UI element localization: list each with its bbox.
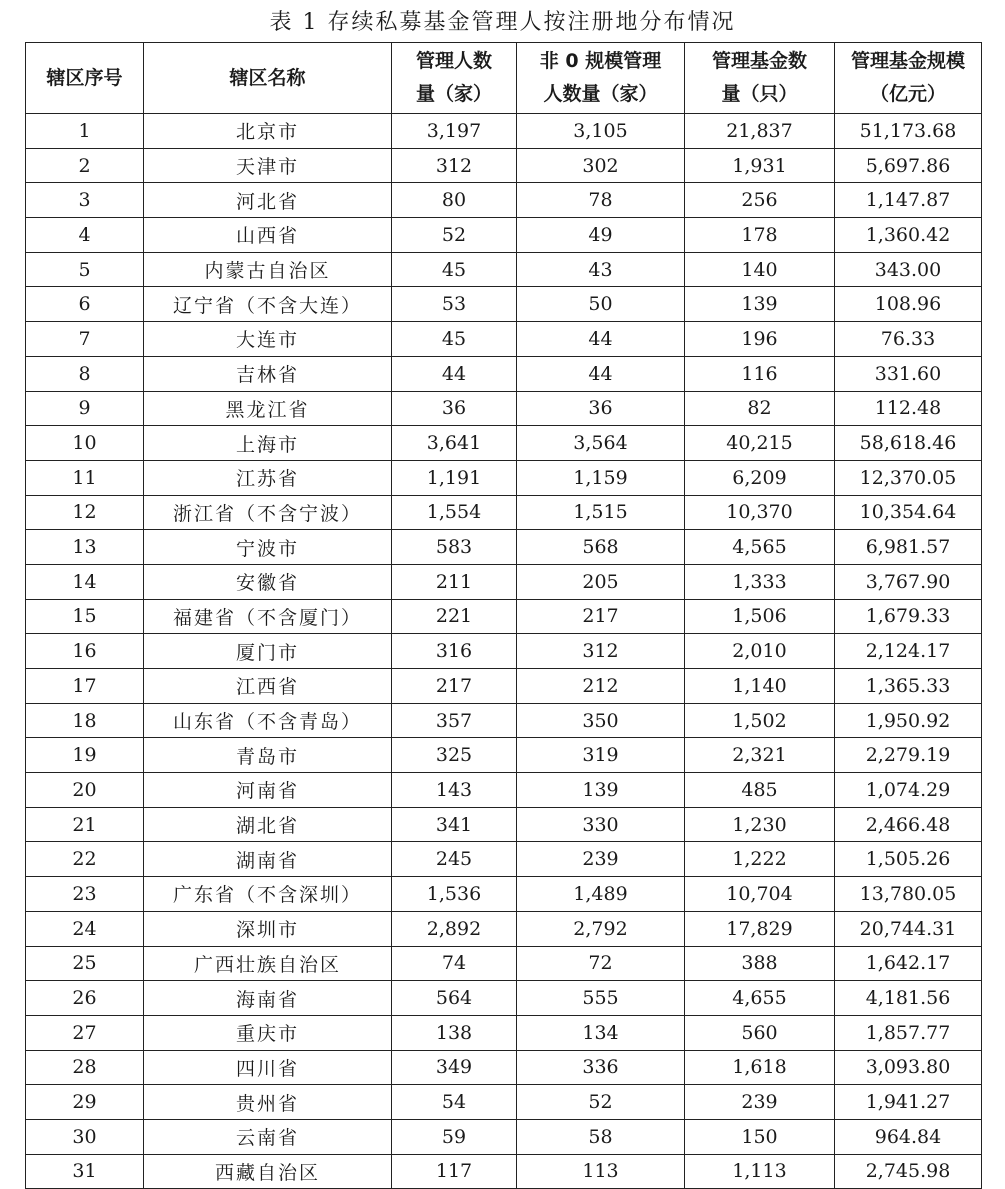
table-row [26, 495, 982, 530]
cell-region-number: 1 [26, 114, 144, 149]
cell-fund-count: 40,215 [685, 426, 835, 461]
cell-manager-count: 80 [392, 183, 517, 218]
cell-manager-count: 54 [392, 1085, 517, 1120]
cell-manager-count: 3,197 [392, 114, 517, 149]
cell-region-name: 广西壮族自治区 [144, 946, 392, 981]
cell-region-number: 21 [26, 807, 144, 842]
cell-nonzero-manager-count: 44 [517, 322, 685, 357]
cell-region-name: 吉林省 [144, 356, 392, 391]
cell-nonzero-manager-count: 113 [517, 1154, 685, 1189]
table-header-row [26, 43, 982, 114]
cell-fund-scale: 3,767.90 [835, 564, 982, 599]
header-line: （亿元） [869, 83, 946, 105]
table-row [26, 669, 982, 704]
cell-region-name: 安徽省 [144, 564, 392, 599]
cell-region-number: 29 [26, 1085, 144, 1120]
cell-manager-count: 312 [392, 148, 517, 183]
table-row [26, 564, 982, 599]
cell-region-name: 江苏省 [144, 460, 392, 495]
cell-manager-count: 74 [392, 946, 517, 981]
header-region-number [26, 43, 144, 114]
cell-region-number: 12 [26, 495, 144, 530]
cell-region-name: 深圳市 [144, 911, 392, 946]
table-row [26, 703, 982, 738]
cell-fund-count: 1,506 [685, 599, 835, 634]
cell-fund-count: 10,370 [685, 495, 835, 530]
cell-nonzero-manager-count: 555 [517, 981, 685, 1016]
cell-manager-count: 564 [392, 981, 517, 1016]
cell-manager-count: 1,536 [392, 877, 517, 912]
cell-fund-count: 1,618 [685, 1050, 835, 1085]
cell-manager-count: 341 [392, 807, 517, 842]
header-line: 辖区名称 [229, 66, 306, 89]
cell-nonzero-manager-count: 212 [517, 669, 685, 704]
cell-manager-count: 36 [392, 391, 517, 426]
cell-fund-count: 4,655 [685, 981, 835, 1016]
cell-region-name: 大连市 [144, 322, 392, 357]
cell-region-number: 26 [26, 981, 144, 1016]
cell-manager-count: 211 [392, 564, 517, 599]
cell-fund-scale: 1,365.33 [835, 669, 982, 704]
cell-region-name: 天津市 [144, 148, 392, 183]
table-row [26, 148, 982, 183]
cell-nonzero-manager-count: 49 [517, 218, 685, 253]
header-line: 量（家） [415, 83, 492, 105]
cell-fund-scale: 4,181.56 [835, 981, 982, 1016]
table-row [26, 1119, 982, 1154]
header-manager-count [392, 43, 517, 114]
cell-fund-count: 1,222 [685, 842, 835, 877]
cell-region-name: 福建省（不含厦门） [144, 599, 392, 634]
cell-fund-scale: 964.84 [835, 1119, 982, 1154]
cell-fund-count: 140 [685, 252, 835, 287]
cell-region-name: 厦门市 [144, 634, 392, 669]
cell-fund-scale: 1,505.26 [835, 842, 982, 877]
cell-region-name: 上海市 [144, 426, 392, 461]
cell-fund-count: 82 [685, 391, 835, 426]
cell-fund-count: 560 [685, 1015, 835, 1050]
table-row [26, 946, 982, 981]
table-row [26, 1015, 982, 1050]
cell-fund-scale: 1,941.27 [835, 1085, 982, 1120]
cell-region-name: 浙江省（不含宁波） [144, 495, 392, 530]
cell-region-number: 2 [26, 148, 144, 183]
cell-nonzero-manager-count: 78 [517, 183, 685, 218]
cell-region-name: 山东省（不含青岛） [144, 703, 392, 738]
cell-region-name: 辽宁省（不含大连） [144, 287, 392, 322]
cell-nonzero-manager-count: 52 [517, 1085, 685, 1120]
table-row [26, 252, 982, 287]
cell-region-name: 河北省 [144, 183, 392, 218]
cell-region-number: 20 [26, 773, 144, 808]
cell-region-number: 31 [26, 1154, 144, 1189]
distribution-table [25, 42, 982, 1189]
cell-region-number: 8 [26, 356, 144, 391]
table-row [26, 322, 982, 357]
cell-manager-count: 52 [392, 218, 517, 253]
cell-region-name: 江西省 [144, 669, 392, 704]
table-row [26, 426, 982, 461]
cell-region-name: 黑龙江省 [144, 391, 392, 426]
table-row [26, 391, 982, 426]
cell-fund-scale: 6,981.57 [835, 530, 982, 565]
cell-region-number: 15 [26, 599, 144, 634]
cell-region-name: 广东省（不含深圳） [144, 877, 392, 912]
cell-fund-count: 1,333 [685, 564, 835, 599]
cell-region-number: 28 [26, 1050, 144, 1085]
cell-fund-scale: 5,697.86 [835, 148, 982, 183]
table-row [26, 807, 982, 842]
header-line: 辖区序号 [46, 66, 123, 89]
header-fund-scale [835, 43, 982, 114]
table-row [26, 877, 982, 912]
cell-fund-count: 388 [685, 946, 835, 981]
cell-fund-count: 256 [685, 183, 835, 218]
cell-fund-scale: 343.00 [835, 252, 982, 287]
cell-fund-count: 17,829 [685, 911, 835, 946]
cell-nonzero-manager-count: 312 [517, 634, 685, 669]
cell-manager-count: 245 [392, 842, 517, 877]
cell-fund-scale: 51,173.68 [835, 114, 982, 149]
cell-region-name: 山西省 [144, 218, 392, 253]
cell-fund-scale: 108.96 [835, 287, 982, 322]
header-line: 非 0 规模管理 [539, 50, 662, 72]
cell-manager-count: 117 [392, 1154, 517, 1189]
table-row [26, 599, 982, 634]
cell-nonzero-manager-count: 330 [517, 807, 685, 842]
cell-manager-count: 325 [392, 738, 517, 773]
cell-fund-scale: 10,354.64 [835, 495, 982, 530]
cell-nonzero-manager-count: 1,515 [517, 495, 685, 530]
cell-manager-count: 217 [392, 669, 517, 704]
cell-region-name: 贵州省 [144, 1085, 392, 1120]
cell-region-number: 7 [26, 322, 144, 357]
cell-region-number: 16 [26, 634, 144, 669]
cell-nonzero-manager-count: 3,564 [517, 426, 685, 461]
cell-region-name: 湖北省 [144, 807, 392, 842]
cell-fund-scale: 2,279.19 [835, 738, 982, 773]
cell-nonzero-manager-count: 58 [517, 1119, 685, 1154]
table-row [26, 981, 982, 1016]
cell-fund-count: 139 [685, 287, 835, 322]
cell-fund-count: 1,113 [685, 1154, 835, 1189]
cell-nonzero-manager-count: 72 [517, 946, 685, 981]
cell-manager-count: 583 [392, 530, 517, 565]
cell-region-number: 25 [26, 946, 144, 981]
cell-nonzero-manager-count: 336 [517, 1050, 685, 1085]
cell-manager-count: 357 [392, 703, 517, 738]
cell-region-number: 24 [26, 911, 144, 946]
cell-manager-count: 221 [392, 599, 517, 634]
cell-manager-count: 143 [392, 773, 517, 808]
header-line: 管理基金数 [711, 50, 807, 72]
table-row [26, 1154, 982, 1189]
cell-region-number: 9 [26, 391, 144, 426]
cell-nonzero-manager-count: 205 [517, 564, 685, 599]
table-row [26, 114, 982, 149]
cell-region-name: 海南省 [144, 981, 392, 1016]
cell-region-number: 19 [26, 738, 144, 773]
cell-region-name: 内蒙古自治区 [144, 252, 392, 287]
cell-manager-count: 59 [392, 1119, 517, 1154]
cell-region-name: 重庆市 [144, 1015, 392, 1050]
cell-fund-count: 1,502 [685, 703, 835, 738]
cell-nonzero-manager-count: 139 [517, 773, 685, 808]
cell-region-number: 17 [26, 669, 144, 704]
cell-nonzero-manager-count: 43 [517, 252, 685, 287]
cell-fund-count: 485 [685, 773, 835, 808]
cell-fund-scale: 13,780.05 [835, 877, 982, 912]
cell-region-number: 27 [26, 1015, 144, 1050]
cell-fund-count: 150 [685, 1119, 835, 1154]
cell-manager-count: 3,641 [392, 426, 517, 461]
header-nonzero-manager-count [517, 43, 685, 114]
cell-manager-count: 2,892 [392, 911, 517, 946]
header-line: 管理基金规模 [850, 50, 965, 72]
cell-nonzero-manager-count: 1,159 [517, 460, 685, 495]
cell-fund-scale: 331.60 [835, 356, 982, 391]
cell-fund-scale: 1,074.29 [835, 773, 982, 808]
cell-nonzero-manager-count: 302 [517, 148, 685, 183]
table-row [26, 842, 982, 877]
cell-region-number: 6 [26, 287, 144, 322]
cell-fund-count: 1,931 [685, 148, 835, 183]
cell-region-name: 青岛市 [144, 738, 392, 773]
cell-region-number: 5 [26, 252, 144, 287]
cell-fund-scale: 1,147.87 [835, 183, 982, 218]
cell-region-name: 河南省 [144, 773, 392, 808]
table-row [26, 530, 982, 565]
cell-nonzero-manager-count: 134 [517, 1015, 685, 1050]
cell-nonzero-manager-count: 568 [517, 530, 685, 565]
table-title: 表 1 存续私募基金管理人按注册地分布情况 [269, 10, 736, 35]
cell-fund-scale: 1,642.17 [835, 946, 982, 981]
cell-fund-count: 2,010 [685, 634, 835, 669]
cell-region-number: 30 [26, 1119, 144, 1154]
header-fund-count [685, 43, 835, 114]
cell-region-number: 18 [26, 703, 144, 738]
cell-fund-count: 1,230 [685, 807, 835, 842]
cell-fund-count: 239 [685, 1085, 835, 1120]
table-row [26, 218, 982, 253]
table-row [26, 287, 982, 322]
table-row [26, 460, 982, 495]
header-region-name [144, 43, 392, 114]
table-row [26, 773, 982, 808]
cell-fund-count: 196 [685, 322, 835, 357]
cell-fund-scale: 1,360.42 [835, 218, 982, 253]
cell-nonzero-manager-count: 50 [517, 287, 685, 322]
cell-fund-scale: 3,093.80 [835, 1050, 982, 1085]
header-line: 量（只） [721, 83, 798, 105]
cell-region-number: 3 [26, 183, 144, 218]
cell-fund-scale: 76.33 [835, 322, 982, 357]
cell-fund-scale: 12,370.05 [835, 460, 982, 495]
cell-nonzero-manager-count: 319 [517, 738, 685, 773]
cell-fund-scale: 1,679.33 [835, 599, 982, 634]
cell-manager-count: 53 [392, 287, 517, 322]
header-line: 人数量（家） [543, 83, 658, 105]
cell-region-name: 云南省 [144, 1119, 392, 1154]
cell-fund-count: 116 [685, 356, 835, 391]
cell-region-number: 10 [26, 426, 144, 461]
cell-manager-count: 349 [392, 1050, 517, 1085]
cell-manager-count: 316 [392, 634, 517, 669]
cell-nonzero-manager-count: 1,489 [517, 877, 685, 912]
cell-fund-scale: 2,466.48 [835, 807, 982, 842]
cell-fund-count: 2,321 [685, 738, 835, 773]
cell-fund-count: 4,565 [685, 530, 835, 565]
table-row [26, 738, 982, 773]
cell-region-number: 13 [26, 530, 144, 565]
cell-fund-scale: 2,745.98 [835, 1154, 982, 1189]
cell-fund-scale: 1,950.92 [835, 703, 982, 738]
cell-nonzero-manager-count: 44 [517, 356, 685, 391]
cell-nonzero-manager-count: 3,105 [517, 114, 685, 149]
cell-nonzero-manager-count: 239 [517, 842, 685, 877]
cell-region-name: 四川省 [144, 1050, 392, 1085]
cell-fund-count: 1,140 [685, 669, 835, 704]
cell-manager-count: 45 [392, 322, 517, 357]
cell-manager-count: 1,554 [392, 495, 517, 530]
cell-region-number: 11 [26, 460, 144, 495]
cell-manager-count: 138 [392, 1015, 517, 1050]
cell-fund-count: 6,209 [685, 460, 835, 495]
cell-region-name: 北京市 [144, 114, 392, 149]
cell-fund-scale: 112.48 [835, 391, 982, 426]
cell-region-number: 22 [26, 842, 144, 877]
cell-fund-count: 21,837 [685, 114, 835, 149]
cell-region-number: 23 [26, 877, 144, 912]
cell-fund-count: 10,704 [685, 877, 835, 912]
cell-manager-count: 45 [392, 252, 517, 287]
table-row [26, 1050, 982, 1085]
table-body [26, 114, 982, 1189]
cell-nonzero-manager-count: 36 [517, 391, 685, 426]
cell-nonzero-manager-count: 217 [517, 599, 685, 634]
cell-nonzero-manager-count: 350 [517, 703, 685, 738]
cell-region-name: 宁波市 [144, 530, 392, 565]
cell-manager-count: 44 [392, 356, 517, 391]
cell-fund-scale: 58,618.46 [835, 426, 982, 461]
cell-region-number: 4 [26, 218, 144, 253]
cell-region-name: 湖南省 [144, 842, 392, 877]
cell-nonzero-manager-count: 2,792 [517, 911, 685, 946]
cell-region-number: 14 [26, 564, 144, 599]
table-row [26, 911, 982, 946]
cell-fund-scale: 20,744.31 [835, 911, 982, 946]
cell-fund-scale: 1,857.77 [835, 1015, 982, 1050]
cell-manager-count: 1,191 [392, 460, 517, 495]
cell-fund-scale: 2,124.17 [835, 634, 982, 669]
table-row [26, 634, 982, 669]
header-line: 管理人数 [415, 50, 492, 72]
cell-region-name: 西藏自治区 [144, 1154, 392, 1189]
table-row [26, 356, 982, 391]
table-row [26, 1085, 982, 1120]
table-row [26, 183, 982, 218]
cell-fund-count: 178 [685, 218, 835, 253]
